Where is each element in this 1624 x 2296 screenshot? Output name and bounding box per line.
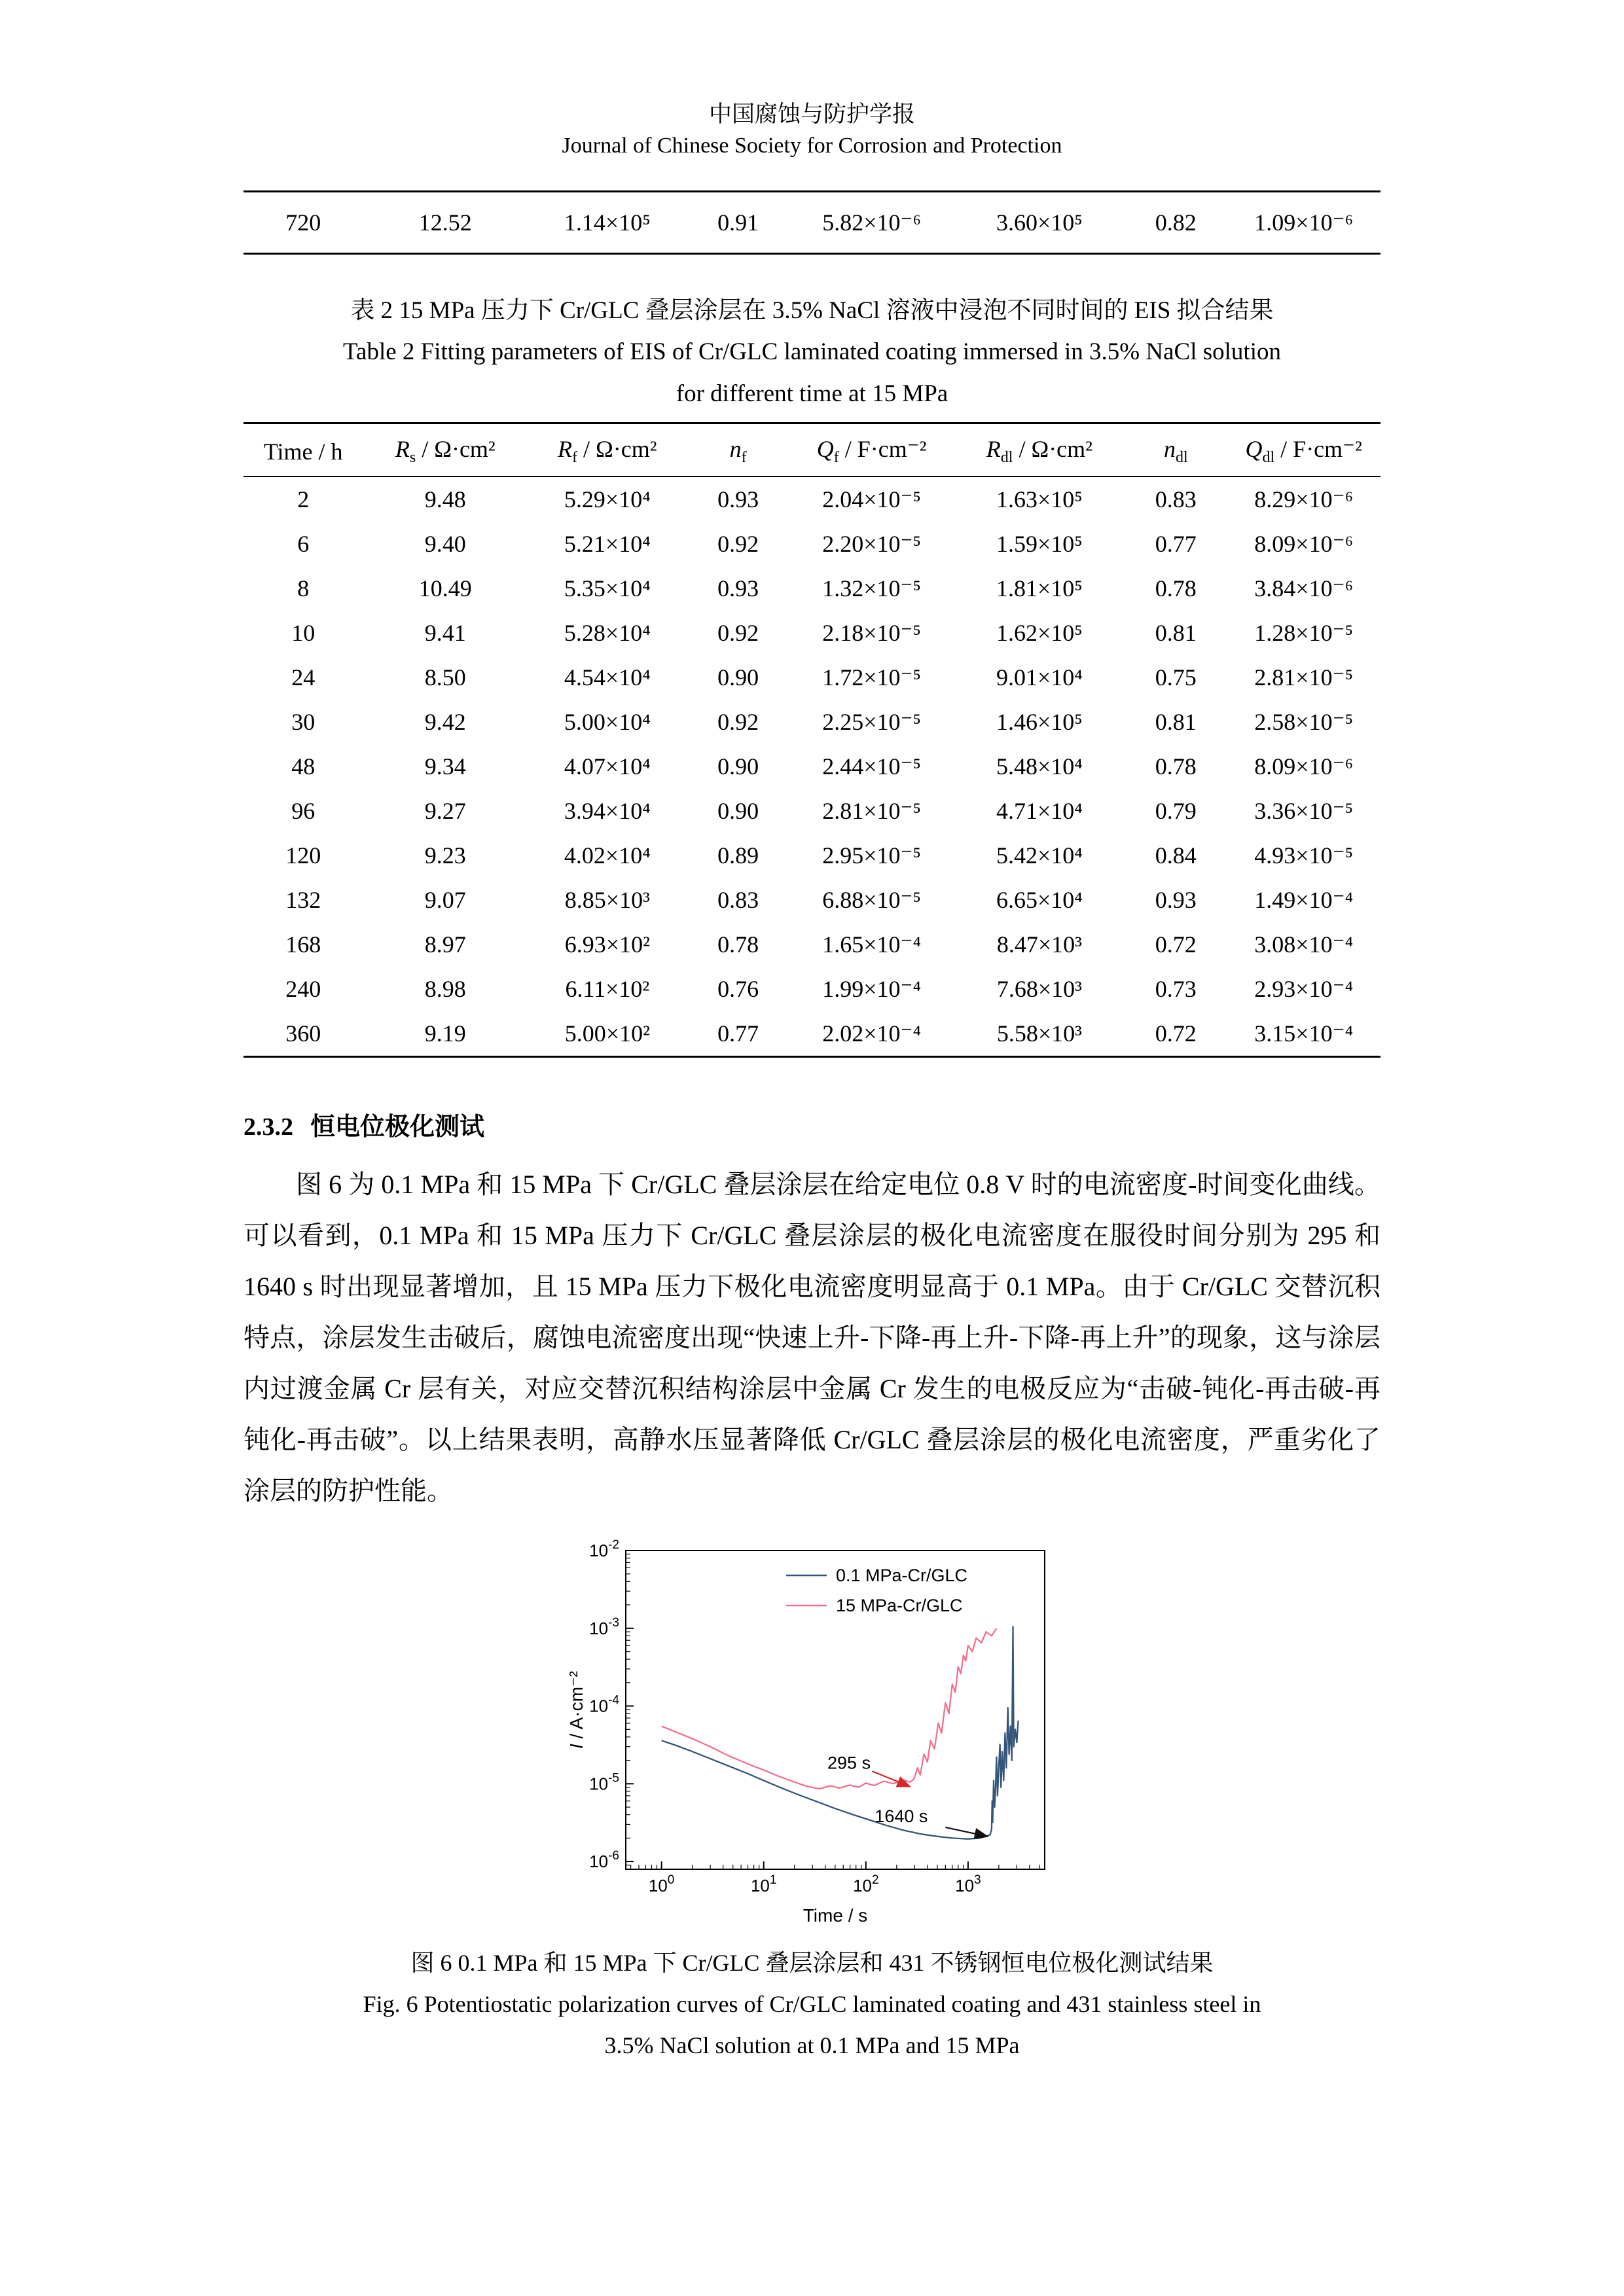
- table-cell: 9.48: [424, 486, 466, 512]
- table-cell: 3.60×10⁵: [996, 209, 1083, 236]
- table-cell: 1.46×10⁵: [996, 708, 1083, 735]
- table-cell: 9.42: [424, 708, 466, 735]
- table-cell: 0.90: [717, 797, 759, 824]
- table-cell: 2.93×10⁻⁴: [1254, 975, 1354, 1002]
- table-cell: 2.81×10⁻⁵: [1254, 664, 1354, 691]
- table-cell: 5.28×10⁴: [564, 619, 651, 646]
- table-cell: 8.85×10³: [564, 886, 650, 913]
- table-cell: 0.83: [1155, 486, 1197, 512]
- table-cell: 6.65×10⁴: [996, 886, 1083, 913]
- table-row: [244, 611, 1380, 655]
- y-tick-label: $10^{-3}$: [588, 1615, 619, 1638]
- table-row: [244, 1011, 1380, 1057]
- table-cell: 0.72: [1155, 931, 1197, 958]
- table-cell: 8.29×10⁻⁶: [1254, 486, 1354, 512]
- table-cell: 5.00×10⁴: [564, 708, 651, 735]
- table-cell: 0.79: [1155, 797, 1197, 824]
- table-cell: 0.77: [1155, 530, 1197, 557]
- table-cell: 0.76: [717, 975, 759, 1002]
- table-cell: 12.52: [418, 209, 472, 236]
- table-cell: 5.58×10³: [996, 1020, 1082, 1047]
- table-row: [244, 566, 1380, 611]
- table-cell: 3.94×10⁴: [564, 797, 651, 824]
- table-cell: 9.41: [424, 619, 466, 646]
- table-cell: 2.95×10⁻⁵: [822, 842, 922, 869]
- figure6-caption: [244, 1943, 1380, 2066]
- table-cell: 3.84×10⁻⁶: [1254, 575, 1354, 601]
- table-cell: 1.49×10⁻⁴: [1254, 886, 1354, 913]
- eis-fitting-table: [244, 422, 1380, 1057]
- column-header: $R_s / \Omega\cdot cm^2$: [363, 423, 528, 476]
- table-cell: 0.92: [717, 530, 759, 557]
- table-row: [244, 833, 1380, 878]
- table-cell: 0.92: [717, 708, 759, 735]
- table-cell: 1.14×10⁵: [564, 209, 651, 236]
- table-cell: 168: [285, 931, 321, 958]
- table-cell: 4.02×10⁴: [564, 842, 651, 869]
- table-cell: 5.35×10⁴: [564, 575, 651, 601]
- section-title: 恒电位极化测试: [310, 1113, 485, 1141]
- table-cell: 0.92: [717, 619, 759, 646]
- table-row: [244, 191, 1380, 253]
- table-cell: 10.49: [418, 575, 472, 601]
- table-cell: 5.21×10⁴: [564, 530, 651, 557]
- journal-title-cn: 中国腐蚀与防护学报: [708, 101, 915, 127]
- table-cell: 8.09×10⁻⁶: [1254, 753, 1354, 780]
- table-cell: 8.97: [424, 931, 466, 958]
- table2-caption-en-line2: for different time at 15 MPa: [676, 380, 948, 407]
- table-cell: 0.82: [1155, 209, 1197, 236]
- table-cell: 1.81×10⁵: [996, 575, 1083, 601]
- table-cell: 1.28×10⁻⁵: [1254, 619, 1354, 646]
- column-header: $Q_f / F\cdot cm^{-2}$: [789, 423, 954, 476]
- table-cell: 360: [285, 1020, 321, 1047]
- table-cell: 1.65×10⁻⁴: [822, 931, 922, 958]
- legend-label: 15 MPa-Cr/GLC: [835, 1595, 963, 1615]
- table-row: [244, 967, 1380, 1011]
- table-cell: 4.93×10⁻⁵: [1254, 842, 1354, 869]
- y-axis-label: I / A·cm⁻²: [566, 1670, 586, 1749]
- table-cell: 10: [291, 619, 316, 646]
- table-cell: 5.00×10²: [564, 1020, 650, 1047]
- table-cell: 2.04×10⁻⁵: [822, 486, 922, 512]
- y-tick-label: $10^{-4}$: [588, 1693, 619, 1716]
- annotation-label: 295 s: [827, 1753, 871, 1773]
- table-cell: 9.27: [424, 797, 466, 824]
- table-cell: 1.63×10⁵: [996, 486, 1083, 512]
- section-heading: [244, 1106, 1380, 1142]
- body-paragraph: 图 6 为 0.1 MPa 和 15 MPa 下 Cr/GLC 叠层涂层在给定电位 0.8 V 时的电流密度-时间变化曲线。可以看到，0.1 MPa 和 15 MPa 压力下 Cr/GLC 叠层涂层的极化电流密度在服役时间分别为 295 和 1640 s 时出现显著增加，且 15 MPa 压力下极化电流密度明显高于 0.1 MPa。由于 Cr/GLC 交替沉积特点，涂层发生击破后，腐蚀电流密度出现“快速上升-下降-再上升-下降-再上升”的现象，这与涂层内过渡金属 Cr 层有关，对应交替沉积结构涂层中金属 Cr 发生的电极反应为“击破-钝化-再击破-再钝化-再击破”。以上结果表明，高静水压显著降低 Cr/GLC 叠层涂层的极化电流密度，严重劣化了涂层的防护性能。: [244, 1169, 1380, 1505]
- table-cell: 24: [291, 664, 316, 691]
- table-cell: 240: [285, 975, 321, 1002]
- table-cell: 48: [291, 753, 316, 780]
- table-cell: 9.07: [424, 886, 466, 913]
- table-cell: 0.93: [717, 575, 759, 601]
- table-cell: 1.09×10⁻⁶: [1254, 209, 1354, 236]
- table-cell: 2.81×10⁻⁵: [822, 797, 922, 824]
- table-cell: 1.72×10⁻⁵: [822, 664, 922, 691]
- table-cell: 2.02×10⁻⁴: [822, 1020, 922, 1047]
- table-cell: 120: [285, 842, 321, 869]
- table-cell: 0.75: [1155, 664, 1197, 691]
- table-row: [244, 700, 1380, 744]
- x-tick-label: $10^0$: [648, 1873, 674, 1895]
- table-cell: 2.18×10⁻⁵: [822, 619, 922, 646]
- figure6-caption-cn: 图 6 0.1 MPa 和 15 MPa 下 Cr/GLC 叠层涂层和 431 不锈钢恒电位极化测试结果: [410, 1949, 1214, 1976]
- table-row: [244, 878, 1380, 922]
- continued-table: [244, 190, 1380, 255]
- figure6-caption-en-line2: 3.5% NaCl solution at 0.1 MPa and 15 MPa: [604, 2032, 1020, 2058]
- table2-caption: [244, 290, 1380, 415]
- table-row: [244, 522, 1380, 566]
- table-cell: 0.78: [1155, 575, 1197, 601]
- table-cell: 2.25×10⁻⁵: [822, 708, 922, 735]
- column-header: Time / h: [244, 423, 363, 476]
- figure6-block: [244, 1539, 1380, 2066]
- annotation-arrow: [945, 1827, 987, 1837]
- table-cell: 8: [297, 575, 310, 601]
- table-cell: 132: [285, 886, 321, 913]
- table-cell: 0.77: [717, 1020, 759, 1047]
- table-cell: 3.08×10⁻⁴: [1254, 931, 1354, 958]
- x-tick-label: $10^1$: [750, 1873, 776, 1895]
- table-cell: 5.82×10⁻⁶: [822, 209, 922, 236]
- table-cell: 0.93: [1155, 886, 1197, 913]
- table-cell: 0.90: [717, 664, 759, 691]
- journal-title-en: Journal of Chinese Society for Corrosion and Protection: [562, 134, 1062, 158]
- table-cell: 7.68×10³: [996, 975, 1082, 1002]
- table-cell: 0.93: [717, 486, 759, 512]
- table-cell: 0.89: [717, 842, 759, 869]
- figure6-caption-en-line1: Fig. 6 Potentiostatic polarization curves of Cr/GLC laminated coating and 431 stainless steel in: [363, 1990, 1261, 2017]
- table-row: [244, 744, 1380, 789]
- table-cell: 2.44×10⁻⁵: [822, 753, 922, 780]
- table-cell: 0.78: [1155, 753, 1197, 780]
- table-cell: 5.29×10⁴: [564, 486, 651, 512]
- table-cell: 2: [297, 486, 310, 512]
- x-axis-label: Time / s: [803, 1905, 867, 1926]
- table-cell: 3.15×10⁻⁴: [1254, 1020, 1354, 1047]
- table-cell: 0.83: [717, 886, 759, 913]
- table-cell: 2.58×10⁻⁵: [1254, 708, 1354, 735]
- table-cell: 8.50: [424, 664, 466, 691]
- table2-caption-en-line1: Table 2 Fitting parameters of EIS of Cr/GLC laminated coating immersed in 3.5% NaCl solution: [343, 338, 1281, 366]
- section-number: 2.3.2: [244, 1113, 293, 1141]
- table-cell: 0.72: [1155, 1020, 1197, 1047]
- table-cell: 9.34: [424, 753, 466, 780]
- table-row: [244, 476, 1380, 522]
- table-header-row: [244, 423, 1380, 476]
- table-cell: 1.32×10⁻⁵: [822, 575, 922, 601]
- column-header: $R_f / \Omega\cdot cm^2$: [528, 423, 687, 476]
- table-cell: 6: [297, 530, 310, 557]
- table2-caption-cn: 表 2 15 MPa 压力下 Cr/GLC 叠层涂层在 3.5% NaCl 溶液中浸泡不同时间的 EIS 拟合结果: [350, 296, 1274, 324]
- table-cell: 8.09×10⁻⁶: [1254, 530, 1354, 557]
- table-cell: 0.78: [717, 931, 759, 958]
- table-cell: 5.42×10⁴: [996, 842, 1083, 869]
- table-cell: 6.11×10²: [565, 975, 650, 1002]
- table-cell: 720: [285, 209, 321, 236]
- potentiostatic-polarization-chart: [560, 1539, 1064, 1931]
- table-cell: 9.23: [424, 842, 466, 869]
- y-tick-label: $10^{-6}$: [588, 1848, 619, 1871]
- table-cell: 6.93×10²: [564, 931, 650, 958]
- table-cell: 30: [291, 708, 316, 735]
- y-tick-label: $10^{-2}$: [588, 1538, 619, 1560]
- table-cell: 9.40: [424, 530, 466, 557]
- table-cell: 8.47×10³: [996, 931, 1082, 958]
- annotation-label: 1640 s: [874, 1806, 928, 1826]
- table-cell: 1.59×10⁵: [996, 530, 1083, 557]
- table-row: [244, 922, 1380, 967]
- table-cell: 0.91: [717, 209, 759, 236]
- table-cell: 96: [291, 797, 316, 824]
- table-cell: 5.48×10⁴: [996, 753, 1083, 780]
- table-cell: 1.62×10⁵: [996, 619, 1083, 646]
- table-cell: 8.98: [424, 975, 466, 1002]
- table-cell: 6.88×10⁻⁵: [822, 886, 922, 913]
- table-cell: 4.07×10⁴: [564, 753, 651, 780]
- page-header: [244, 98, 1380, 162]
- x-tick-label: $10^3$: [954, 1873, 981, 1895]
- table-cell: 0.73: [1155, 975, 1197, 1002]
- table-cell: 4.71×10⁴: [996, 797, 1083, 824]
- column-header: $n_f$: [687, 423, 789, 476]
- table-cell: 4.54×10⁴: [564, 664, 651, 691]
- table-cell: 1.99×10⁻⁴: [822, 975, 922, 1002]
- table-cell: 0.81: [1155, 619, 1197, 646]
- table-cell: 9.01×10⁴: [996, 664, 1083, 691]
- table-cell: 0.90: [717, 753, 759, 780]
- y-tick-label: $10^{-5}$: [588, 1770, 619, 1793]
- table-row: [244, 789, 1380, 833]
- table-row: [244, 655, 1380, 700]
- legend-label: 0.1 MPa-Cr/GLC: [835, 1565, 967, 1585]
- table-cell: 2.20×10⁻⁵: [822, 530, 922, 557]
- column-header: $n_{dl}$: [1125, 423, 1227, 476]
- column-header: $R_{dl} / \Omega\cdot cm^2$: [954, 423, 1125, 476]
- x-tick-label: $10^2$: [852, 1873, 879, 1895]
- table-cell: 0.81: [1155, 708, 1197, 735]
- table-cell: 0.84: [1155, 842, 1197, 869]
- column-header: $Q_{dl} / F\cdot cm^{-2}$: [1227, 423, 1380, 476]
- table-cell: 9.19: [424, 1020, 466, 1047]
- table-cell: 3.36×10⁻⁵: [1254, 797, 1354, 824]
- plot-frame: [626, 1551, 1045, 1869]
